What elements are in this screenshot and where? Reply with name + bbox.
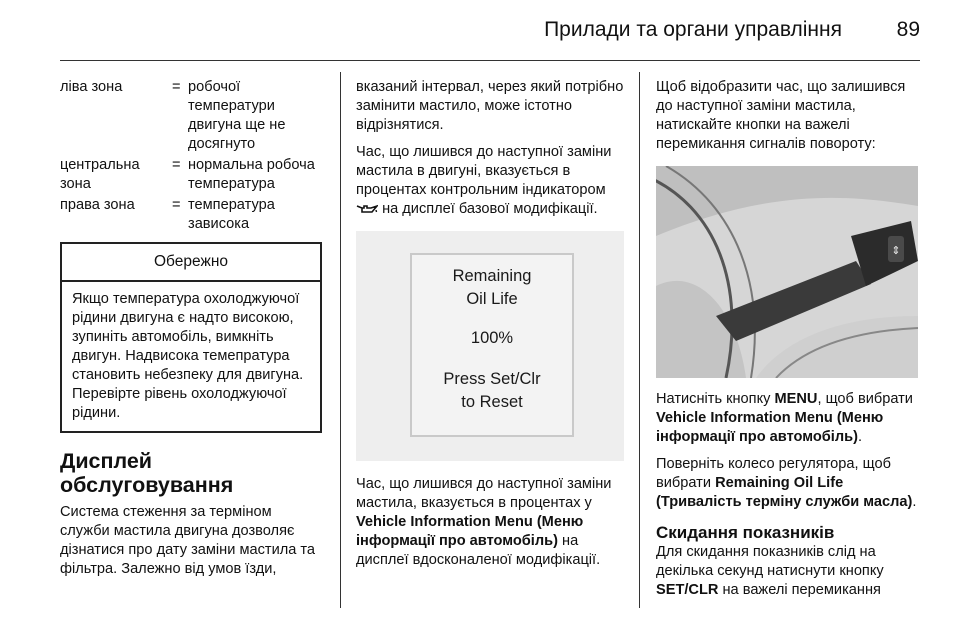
paragraph-text: Час, що лишився до наступної заміни мастила в двигуні, вказується в процентах контрольним індикатором [356,144,612,198]
button-name: MENU [774,391,818,407]
equals-sign: = [172,197,181,213]
paragraph-text: Натисніть кнопку [656,391,771,407]
paragraph-text: Для скидання показників слід на декілька секунд натиснути кнопку [656,544,884,579]
display-percent: 100% [470,329,514,347]
paragraph-text: на важелі перемикання [722,582,881,598]
oil-can-icon [356,202,378,221]
subsection-title: Скидання показників [656,523,835,542]
paragraph-text: Поверніть колесо регулятора, щоб вибрати [656,456,891,491]
header-rule [60,60,920,61]
paragraph-text: на дисплеї вдосконаленої модифікації. [356,533,601,568]
paragraph [656,543,920,600]
page-header [0,0,960,62]
page-number: 89 [896,18,920,41]
equals-sign: = [172,79,181,95]
turn-signal-lever-photo [656,166,918,378]
paragraph-text: Час, що лишився до наступної заміни мастила, вказується в процентах у [356,476,612,511]
definition-term: права зона [60,197,135,213]
definition-row [60,156,322,194]
paragraph [356,475,624,570]
definition-desc: нормальна робоча температура [188,157,315,192]
warning-box [60,242,322,433]
column-right [656,78,920,608]
paragraph-text: на дисплеї базової модифікації. [382,201,598,217]
display-line: Press Set/Clr [443,370,541,388]
menu-name: Vehicle Information Menu (Меню інформації про автомобіль) [356,514,584,549]
button-name: SET/CLR [656,582,719,598]
section-title: Дисплей обслуговування [60,449,234,497]
definition-table [60,78,322,234]
column-divider [340,72,341,608]
paragraph: вказаний інтервал, через який потрібно замінити мастило, може істотно відрізнятися. [356,79,624,133]
column-divider [639,72,640,608]
paragraph [656,390,920,447]
paragraph-text: . [857,429,863,445]
definition-term: ліва зона [60,79,123,95]
paragraph [356,143,624,221]
display-line: to Reset [461,393,523,411]
display-line: Remaining [452,267,532,285]
definition-desc: температура зависока [188,197,275,232]
warning-heading: Обережно [62,244,320,282]
svg-text:⇕: ⇕ [891,244,901,257]
equals-sign: = [172,157,181,173]
definition-row [60,196,322,234]
display-screen [410,253,574,437]
column-middle [356,78,624,578]
menu-name: Vehicle Information Menu (Меню інформації про автомобіль) [656,410,884,445]
section-paragraph: Система стеження за терміном служби мастила двигуна дозволяє дізнатися про дату заміни мастила та фільтра. Залежно від умов їзди, [60,504,316,577]
definition-row [60,78,322,154]
column-left [60,78,322,587]
paragraph-text: . [912,494,917,510]
definition-desc: робочої температури двигуна ще не досягнуто [188,79,286,152]
header-title: Прилади та органи управління [544,18,842,41]
paragraph [656,455,920,512]
definition-term: центральна зона [60,157,140,192]
paragraph: Щоб відобразити час, що залишився до наступної заміни мастила, натискайте кнопки на важелі перемикання сигналів повороту: [656,79,906,152]
display-line: Oil Life [466,290,518,308]
menu-item-name: Remaining Oil Life (Тривалість терміну служби масла) [656,475,913,510]
warning-text: Якщо температура охолоджуючої рідини двигуна є надто високою, зупиніть автомобіль, вимкніть двигун. Надвисока темепратура становить небезпеку для двигуна. Перевірте рівень охолоджуючої рідини. [72,291,304,421]
paragraph-text: , щоб вибрати [817,391,913,407]
oil-life-display-image [356,231,624,461]
